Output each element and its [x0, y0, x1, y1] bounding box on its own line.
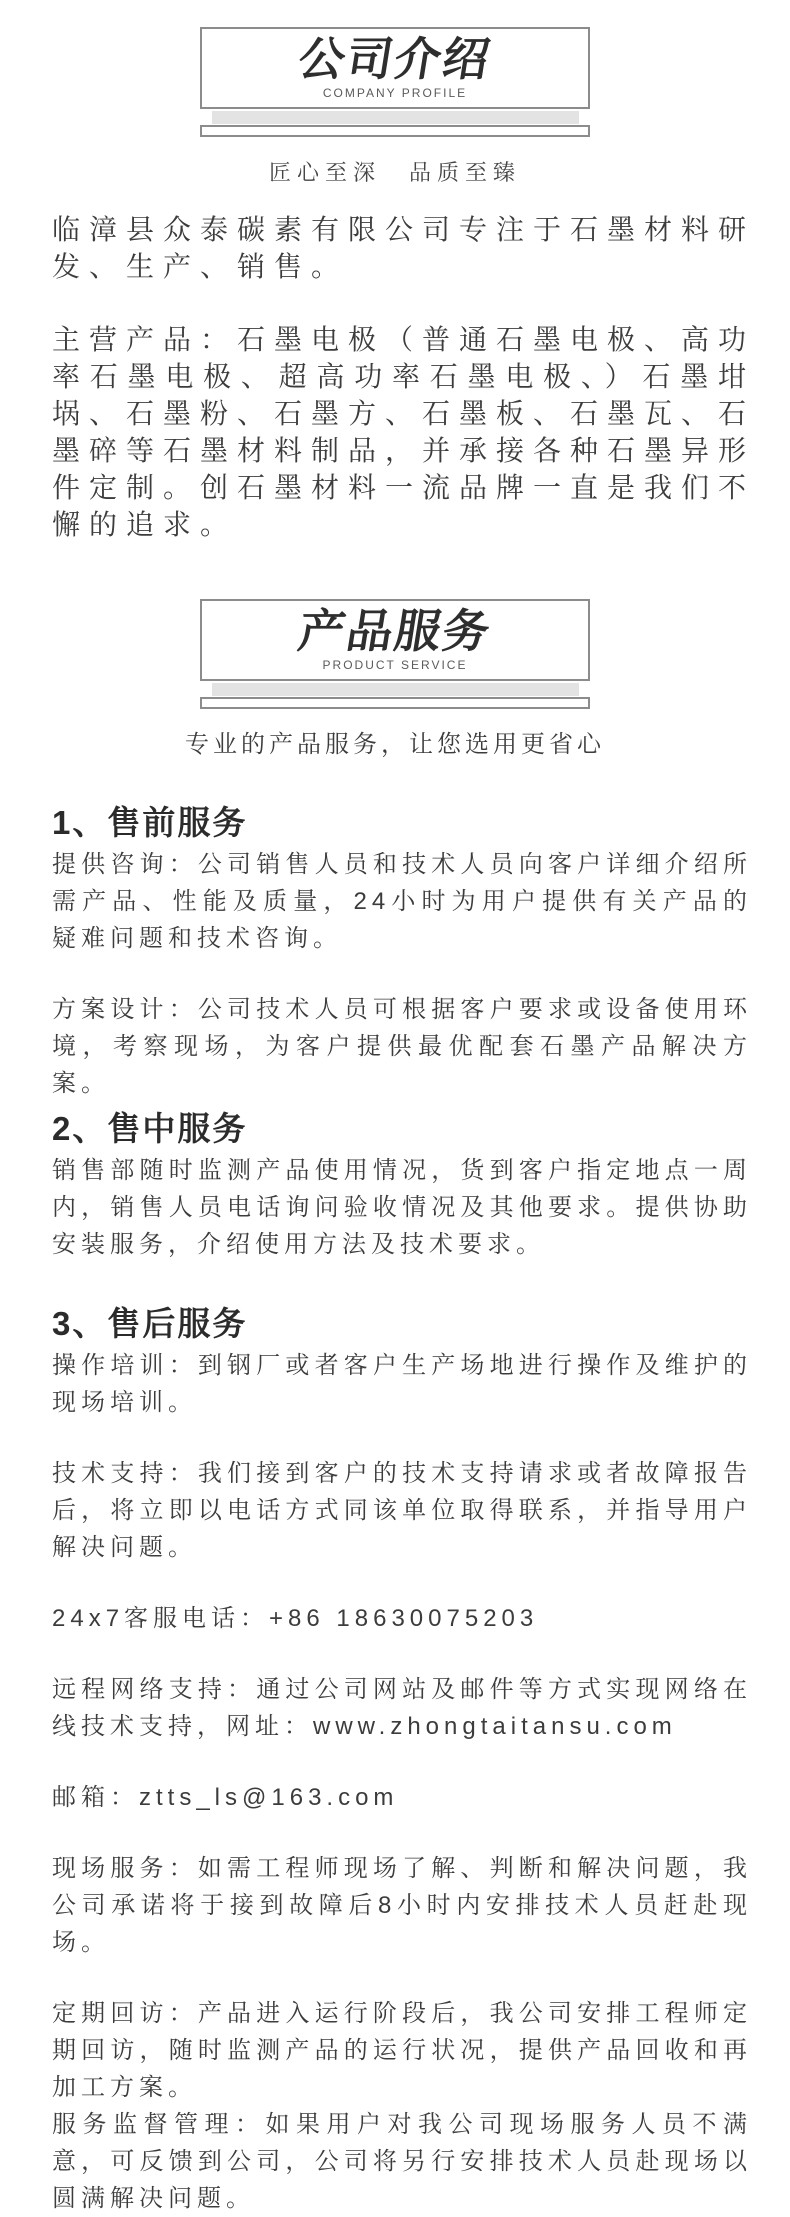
remote-support-paragraph: 远程网络支持：通过公司网站及邮件等方式实现网络在线技术支持，网址：www.zhongtaitansu.com: [52, 1676, 752, 1740]
product-service-banner: [0, 599, 790, 709]
company-tagline: 匠心至深 品质至臻: [268, 160, 521, 185]
service-phone-line: 24x7客服电话：+86 18630075203: [52, 1605, 539, 1632]
after-sale-service-block: [52, 1303, 752, 2217]
banner-underline-box: [200, 125, 590, 137]
consulting-paragraph: 提供咨询：公司销售人员和技术人员向客户详细介绍所需产品、性能及质量，24小时为用户提供有关产品的疑难问题和技术咨询。: [52, 851, 752, 952]
product-service-title: 产品服务: [294, 605, 496, 657]
company-profile-section: [0, 27, 790, 543]
pre-sale-service-block: [52, 802, 752, 1102]
solution-design-paragraph: 方案设计：公司技术人员可根据客户要求或设备使用环境，考察现场，为客户提供最优配套石墨产品解决方案。: [52, 996, 752, 1097]
product-service-subtitle: PRODUCT SERVICE: [322, 658, 468, 672]
after-sale-service-heading: 3、售后服务: [52, 1305, 248, 1342]
in-sale-service-block: [52, 1108, 752, 1263]
company-intro-paragraph: 临漳县众泰碳素有限公司专注于石墨材料研发、生产、销售。: [52, 214, 756, 282]
onsite-service-paragraph: 现场服务：如需工程师现场了解、判断和解决问题，我公司承诺将于接到故障后8小时内安排技术人员赶赴现场。: [52, 1855, 752, 1956]
banner-shadow-bar: [212, 111, 579, 124]
company-profile-title: 公司介绍: [294, 33, 496, 85]
in-sale-service-heading: 2、售中服务: [52, 1110, 248, 1147]
company-profile-banner: [0, 27, 790, 137]
technical-support-paragraph: 技术支持：我们接到客户的技术支持请求或者故障报告后，将立即以电话方式同该单位取得联系，并指导用户解决问题。: [52, 1460, 752, 1561]
in-sale-paragraph: 销售部随时监测产品使用情况，货到客户指定地点一周内，销售人员电话询问验收情况及其他要求。提供协助安装服务，介绍使用方法及技术要求。: [52, 1157, 752, 1258]
main-products-paragraph: 主营产品：石墨电极（普通石墨电极、高功率石墨电极、超高功率石墨电极、）石墨坩埚、石墨粉、石墨方、石墨板、石墨瓦、石墨碎等石墨材料制品，并承接各种石墨异形件定制。创石墨材料一流品牌一直是我们不懈的追求。: [52, 324, 756, 540]
product-service-section: [0, 599, 790, 2217]
regular-followup-paragraph: 定期回访：产品进入运行阶段后，我公司安排工程师定期回访，随时监测产品的运行状况，提供产品回收和再加工方案。: [52, 2000, 752, 2101]
email-line: 邮箱：ztts_ls@163.com: [52, 1784, 399, 1811]
product-service-banner-box: [200, 599, 590, 681]
company-profile-banner-box: [200, 27, 590, 109]
banner-shadow-bar: [212, 683, 579, 696]
company-profile-subtitle: COMPANY PROFILE: [322, 86, 468, 100]
service-supervision-paragraph: 服务监督管理：如果用户对我公司现场服务人员不满意，可反馈到公司，公司将另行安排技术人员赴现场以圆满解决问题。: [52, 2111, 752, 2212]
banner-underline-box: [200, 697, 590, 709]
operation-training-paragraph: 操作培训：到钢厂或者客户生产场地进行操作及维护的现场培训。: [52, 1352, 752, 1416]
pre-sale-service-heading: 1、售前服务: [52, 804, 248, 841]
service-tagline: 专业的产品服务，让您选用更省心: [185, 731, 605, 758]
